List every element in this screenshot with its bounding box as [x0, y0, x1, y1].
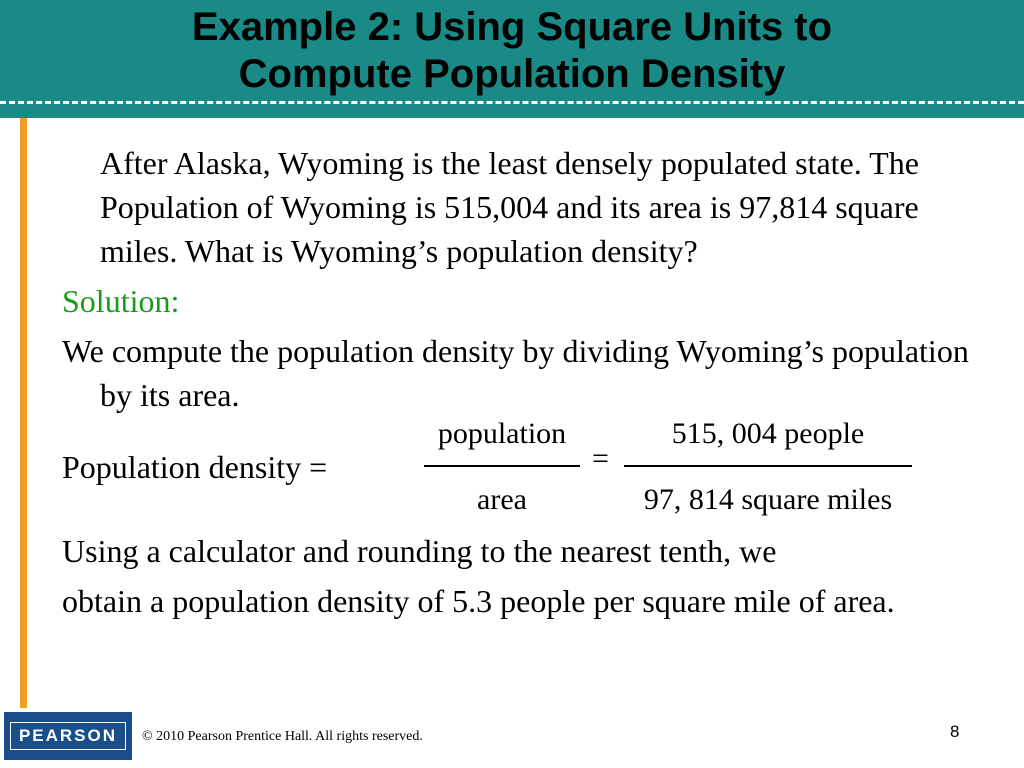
dashed-divider — [0, 101, 1024, 104]
page-number: 8 — [950, 722, 960, 741]
fraction-general — [424, 417, 580, 517]
accent-bar — [20, 118, 27, 708]
pearson-logo-text: PEARSON — [10, 722, 126, 750]
slide-title — [0, 4, 1024, 98]
fraction-values-denominator: 97, 814 square miles — [643, 483, 893, 516]
problem-text: After Alaska, Wyoming is the least densely populated state. The Population of Wyoming is 515,004 and its area is 97,814 square miles. What is Wyoming’s population density? — [100, 145, 919, 269]
equals-sign: = — [592, 442, 609, 475]
fraction-general-denominator: area — [477, 483, 527, 516]
fraction-general-numerator: population — [424, 417, 580, 467]
title-banner — [0, 0, 1024, 118]
formula-label: Population density = — [62, 449, 328, 485]
copyright-notice: © 2010 Pearson Prentice Hall. All rights reserved. — [142, 729, 423, 744]
pearson-logo — [4, 712, 132, 760]
slide-title-line-2: Compute Population Density — [238, 52, 786, 96]
solution-label: Solution: — [62, 283, 180, 319]
fraction-values-numerator: 515, 004 people — [624, 417, 912, 467]
fraction-values — [624, 417, 912, 517]
slide-body — [62, 141, 992, 623]
result-text: obtain a population density of 5.3 people per square mile of area. — [62, 583, 895, 619]
explanation-text: We compute the population density by dividing Wyoming’s population by its area. — [62, 333, 969, 413]
density-formula — [62, 417, 992, 516]
calculator-text: Using a calculator and rounding to the nearest tenth, we — [62, 533, 777, 569]
slide-title-line-1: Example 2: Using Square Units to — [191, 5, 833, 49]
